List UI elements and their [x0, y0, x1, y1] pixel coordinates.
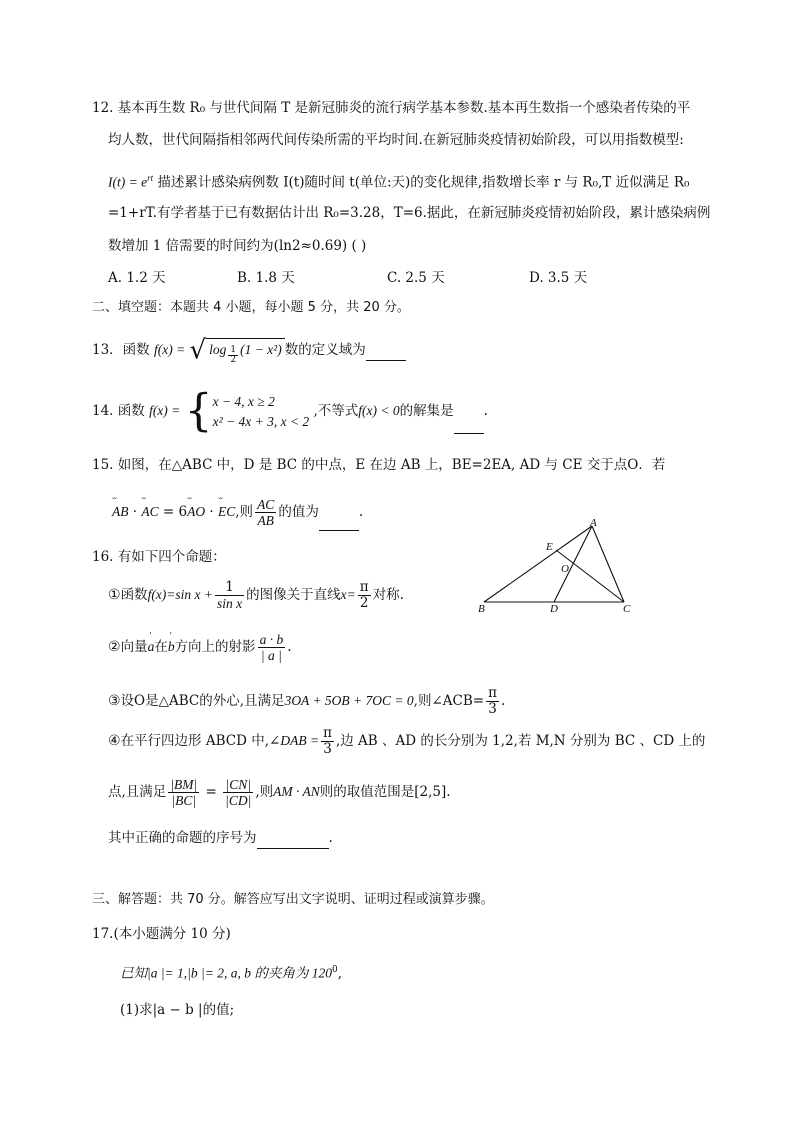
side-ac [592, 526, 624, 602]
label-o: O [561, 563, 569, 575]
q16-answer-label: 其中正确的命题的序号为 [108, 830, 257, 846]
q12-line2: 均人数，世代间隔指相邻两代间传染所需的平均时间.在新冠肺炎疫情初始阶段，可以用指数模型: [108, 132, 684, 148]
q15-ratio-d: AB [257, 513, 274, 528]
q16-p3-pn: π [488, 685, 497, 701]
q17-given [120, 960, 342, 984]
q13-line [92, 335, 406, 366]
q16-p1-pn: π [359, 579, 369, 595]
side-ab [484, 526, 592, 602]
q16-p4-pi [321, 726, 334, 757]
q16-p4-num: ④ [108, 733, 121, 749]
q16-p4-f1d: |BC| [171, 793, 197, 808]
q16-p3-pd: 3 [488, 701, 497, 717]
q12-option-d: D. 3.5 天 [529, 270, 588, 286]
section3-heading: 三、解答题：共 70 分。解答应写出文字说明、证明过程或演算步骤。 [92, 892, 494, 907]
q16-p2-b: 在 [154, 639, 168, 655]
label-d: D [550, 603, 558, 614]
label-e: E [546, 541, 553, 553]
q13-suffix: 数的定义域为 [284, 342, 366, 358]
q15-vec-ec: ˘˘ EC [218, 494, 235, 530]
q13-radicand [206, 338, 285, 365]
segment-ce [556, 550, 624, 602]
q14-mid: ,不等式 [313, 403, 359, 419]
q12-option-b: B. 1.8 天 [237, 270, 295, 286]
q12-line1: 12. 基本再生数 R₀ 与世代间隔 T 是新冠肺炎的流行病学基本参数.基本再生数指一个感染者传染的平 [92, 100, 691, 116]
q15-ratio-n: AC [257, 497, 275, 512]
q16-p4-eq: = [201, 784, 222, 800]
q15-line2: ˘˘ AB · ˘˘ AC = 6˘˘ AO · ˘˘ EC,则 $\frac{AC}{AB}$ 的值为 . [112, 494, 363, 531]
q16-p2-vb: ' b [168, 630, 175, 664]
q14-cases [213, 392, 310, 432]
q13-answer-blank[interactable] [366, 340, 406, 361]
q15-suffix: 的值为 [278, 504, 319, 520]
q16-p2-fn: a · b [259, 632, 284, 647]
q16-p1-frac [215, 580, 244, 611]
q14-case1: x − 4, x ≥ 2 [212, 393, 275, 409]
q16-p4-b: ,边 AB 、AD 的长分别为 1,2,若 M,N 分别为 BC 、CD 上的 [335, 733, 706, 749]
q16-p1-pd: 2 [359, 595, 369, 611]
q16-p4-frac2 [223, 777, 253, 808]
q16-p4-line1 [108, 724, 705, 758]
q15-line1: 15. 如图，在△ABC 中，D 是 BC 的中点，E 在边 AB 上，BE=2EA, AD 与 CE 交于点O．若 [92, 457, 666, 473]
q16-p3 [108, 684, 505, 718]
q12-formula: I(t) = e [108, 174, 148, 190]
q15-then: ,则 [235, 504, 254, 520]
q16-p2-end: . [287, 639, 292, 655]
q16-p1-b: 的图像关于直线 [246, 587, 341, 603]
q16-p4-line2 [108, 774, 451, 810]
q14-prefix: 14. 函数 [92, 403, 145, 419]
q15-vec-ac: ˘˘ AC [141, 494, 158, 530]
q16-p2-va: ' a [148, 630, 155, 664]
q16-answer-line: 其中正确的命题的序号为 . [108, 828, 333, 849]
q15-answer-blank[interactable] [319, 494, 359, 531]
label-b: B [478, 603, 485, 614]
q16-p3-a: 设O是△ABC的外心,且满足 [120, 693, 285, 709]
q15-ratio [255, 497, 276, 528]
q16-p4-expr: AM · AN [273, 784, 320, 799]
q16-p1-x: x= [340, 587, 356, 602]
q16-p4-f2d: |CD| [225, 793, 252, 808]
q12-line3-rest: 描述累计感染病例数 I(t)随时间 t(单位:天)的变化规律,指数增长率 r 与 R₀,T 近似满足 R₀ [153, 174, 690, 191]
q16-p1-a: 函数 [120, 587, 148, 603]
q16-p4-pd: 3 [323, 741, 332, 757]
q16-p4-pn: π [323, 725, 332, 741]
segment-ad [554, 526, 592, 602]
q13-log-base-d: 2 [230, 355, 237, 365]
q15-vec-ao: ˘˘ AO [187, 494, 205, 530]
q17-given-end: , [337, 965, 342, 982]
brace-icon: { [184, 385, 213, 437]
q13-log: log [209, 342, 227, 357]
q16-answer-blank[interactable] [257, 828, 329, 849]
q14-ineq: f(x) < 0 [358, 403, 400, 418]
q17-given-text: 已知|a |= 1,|b |= 2, a, b 的夹角为 120 [120, 965, 332, 981]
q16-p3-end: . [500, 693, 506, 709]
section2-heading: 二、填空题：本题共 4 小题，每小题 5 分，共 20 分。 [92, 300, 410, 315]
q16-p4-f1n: |BM| [170, 777, 198, 792]
q16-p1 [108, 578, 404, 612]
q16-title: 16. 有如下四个命题： [92, 549, 226, 565]
q16-p4-d: ,则 [255, 784, 274, 800]
q16-p4-frac1 [168, 777, 199, 808]
q14-suffix: 的解集是 [399, 403, 454, 419]
q16-p4-c: 点,且满足 [108, 784, 167, 800]
triangle-figure [474, 516, 644, 614]
q16-p2-frac [258, 632, 286, 663]
q12-formula-sup: rt [147, 173, 154, 183]
q15-dot1: · [128, 504, 142, 520]
sqrt-icon: √ [189, 335, 207, 366]
q16-p1-num: ① [108, 587, 121, 603]
q12-line3 [108, 168, 689, 193]
q14-line: 14. 函数 f(x) = { x − 4, x ≥ 2 x² − 4x + 3, x < 2 ,不等式f(x) < 0的解集是 . [92, 385, 488, 437]
q15-vec-ab: ˘˘ AB [112, 494, 129, 530]
q12-line4: =1+rT.有学者基于已有数据估计出 R₀=3.28，T=6.据此，在新冠肺炎疫情初始阶段，累计感染病例 [108, 205, 711, 221]
q14-case2: x² − 4x + 3, x < 2 [212, 413, 310, 429]
q16-p1-c: 对称. [372, 587, 404, 603]
q16-p3-num: ③ [108, 693, 121, 709]
q14-fx: f(x) = [149, 403, 181, 418]
q12-line5: 数增加 1 倍需要的时间约为(ln2≈0.69) ( ) [108, 238, 367, 254]
q17-title: 17.(本小题满分 10 分) [92, 926, 231, 942]
q14-answer-blank[interactable] [454, 389, 484, 434]
q16-p2-c: 方向上的射影 [174, 639, 256, 655]
q16-p3-pi [486, 686, 499, 717]
q16-p4-a: 在平行四边形 ABCD 中, [120, 733, 270, 749]
q15-eq: = 6 [158, 504, 188, 520]
q16-p3-b: ,则∠ACB= [413, 693, 485, 709]
q13-log-base-n: 1 [230, 345, 237, 355]
label-a: A [590, 517, 597, 529]
q15-dot2: · [205, 504, 218, 520]
q17-given-sup: 0 [331, 965, 338, 975]
q16-p1-fd: sin x [217, 596, 243, 611]
q16-p2-fd: | a | [260, 648, 282, 663]
q16-p4-ang: ∠DAB = [269, 733, 320, 748]
q16-p2 [108, 630, 291, 664]
q16-p1-fn: 1 [215, 580, 244, 596]
q16-p4-f2n: |CN| [223, 777, 253, 793]
label-c: C [623, 603, 631, 614]
q12-option-c: C. 2.5 天 [387, 270, 445, 286]
q16-p2-a: 向量 [120, 639, 148, 655]
q13-fx: f(x) = [153, 342, 186, 357]
q16-p2-num: ② [108, 639, 121, 655]
q16-p1-f: f(x)=sin x + [147, 587, 214, 602]
q13-log-base [228, 346, 238, 365]
q16-p3-expr: 3OA + 5OB + 7OC = 0 [284, 693, 414, 708]
q13-prefix: 13．函数 [92, 342, 150, 358]
q12-option-a: A. 1.2 天 [108, 270, 166, 286]
q16-p1-pi [358, 580, 371, 611]
q16-p4-e: 则的取值范围是[2,5]. [319, 784, 451, 800]
q13-arg: (1 − x²) [240, 342, 282, 357]
q17-part1: (1)求|a − b |的值; [120, 1002, 235, 1018]
